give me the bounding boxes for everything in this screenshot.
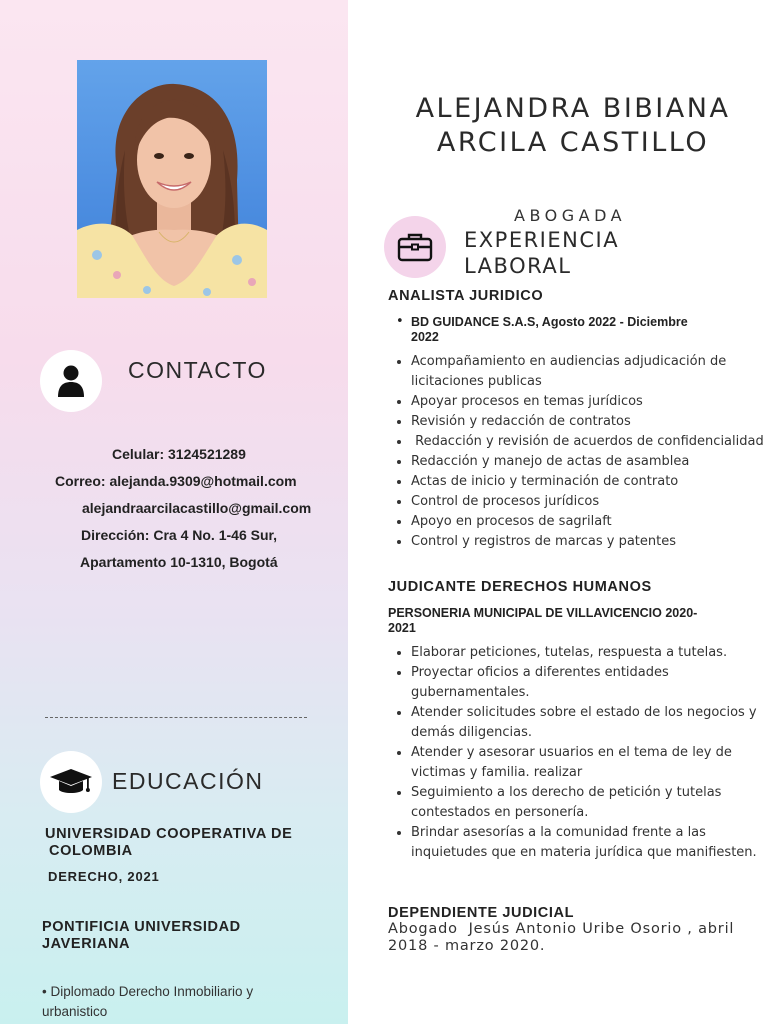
- duty-item: • Redacción y revisión de acuerdos de confidencialidad: [411, 432, 768, 452]
- graduation-cap-icon: [49, 767, 93, 797]
- duty-item: • Apoyo en procesos de sagrilaft: [411, 512, 768, 532]
- duty-item: • Acompañamiento en audiencias adjudicación de licitaciones publicas: [411, 352, 768, 392]
- education-institution-cont: JAVERIANA: [42, 936, 131, 952]
- experience-title: [464, 227, 619, 279]
- profile-photo: [77, 60, 267, 298]
- education-detail: • Diplomado Derecho Inmobiliario y: [42, 984, 254, 999]
- job-description: Abogado Jesús Antonio Uribe Osorio , abril 2018 - marzo 2020.: [388, 921, 740, 954]
- education-institution-cont: COLOMBIA: [49, 843, 133, 859]
- experience-title-line1: EXPERIENCIA: [464, 228, 620, 252]
- duty-item: • Revisión y redacción de contratos: [411, 412, 768, 432]
- contact-icon-circle: [40, 350, 102, 412]
- duty-item: • Control y registros de marcas y patentes: [411, 532, 768, 552]
- person-icon: [57, 364, 85, 398]
- education-icon-circle: [40, 751, 102, 813]
- name-line-2: ARCILA CASTILLO: [436, 127, 710, 158]
- job-duties-list: [388, 352, 768, 552]
- contact-email-secondary: alejandraarcilacastillo@gmail.com: [82, 500, 312, 516]
- education-degree: DERECHO, 2021: [48, 869, 160, 884]
- duty-item: • Actas de inicio y terminación de contrato: [411, 472, 768, 492]
- job-company-line2: 2022: [411, 330, 439, 344]
- contact-address-line2: Apartamento 10-1310, Bogotá: [80, 554, 278, 570]
- education-institution: UNIVERSIDAD COOPERATIVA DE: [45, 826, 293, 842]
- duty-item: • Atender solicitudes sobre el estado de los negocios y demás diligencias.: [411, 703, 768, 743]
- duty-item: • Control de procesos jurídicos: [411, 492, 768, 512]
- contact-email-primary: Correo: alejanda.9309@hotmail.com: [55, 473, 297, 489]
- section-divider: [45, 717, 307, 718]
- profession-title: ABOGADA: [514, 206, 627, 225]
- job-company-line1: PERSONERIA MUNICIPAL DE VILLAVICENCIO 2020-: [388, 606, 698, 620]
- left-sidebar: [0, 0, 348, 1024]
- duty-item: • Apoyar procesos en temas jurídicos: [411, 392, 768, 412]
- education-title: EDUCACIÓN: [112, 768, 264, 794]
- bullet-dot: •: [396, 314, 404, 329]
- experience-title-line2: LABORAL: [464, 254, 572, 278]
- job-duties-list: [388, 643, 768, 863]
- duty-item: • Proyectar oficios a diferentes entidades gubernamentales.: [411, 663, 768, 703]
- job-title: DEPENDIENTE JUDICIAL: [388, 905, 575, 921]
- duty-item: • Brindar asesorías a la comunidad frente a las inquietudes que en materia jurídica que manifiesten.: [411, 823, 768, 863]
- job-company-line1: BD GUIDANCE S.A.S, Agosto 2022 - Diciembre: [411, 315, 688, 329]
- contact-phone: Celular: 3124521289: [112, 446, 246, 462]
- job-company-line2: 2021: [388, 621, 416, 635]
- education-detail-cont: urbanistico: [42, 1004, 108, 1019]
- duty-item: • Redacción y manejo de actas de asamblea: [411, 452, 768, 472]
- duty-item: • Seguimiento a los derecho de petición y tutelas contestados en personería.: [411, 783, 768, 823]
- name-line-1: ALEJANDRA BIBIANA: [415, 93, 731, 124]
- contact-address-line1: Dirección: Cra 4 No. 1-46 Sur,: [81, 527, 278, 543]
- education-entry: [0, 826, 348, 884]
- job-title: ANALISTA JURIDICO: [388, 288, 544, 304]
- briefcase-icon: [397, 232, 433, 262]
- job-title: JUDICANTE DERECHOS HUMANOS: [388, 579, 652, 595]
- job-company: [411, 315, 688, 345]
- duty-item: • Elaborar peticiones, tutelas, respuesta a tutelas.: [411, 643, 768, 663]
- education-entry: [0, 919, 348, 1022]
- candidate-name: [398, 92, 748, 160]
- duty-item: • Atender y asesorar usuarios en el tema de ley de victimas y familia. realizar: [411, 743, 768, 783]
- education-institution: PONTIFICIA UNIVERSIDAD: [42, 919, 241, 935]
- contact-title: CONTACTO: [128, 357, 267, 383]
- job-company: [388, 606, 697, 636]
- experience-icon-circle: [384, 216, 446, 278]
